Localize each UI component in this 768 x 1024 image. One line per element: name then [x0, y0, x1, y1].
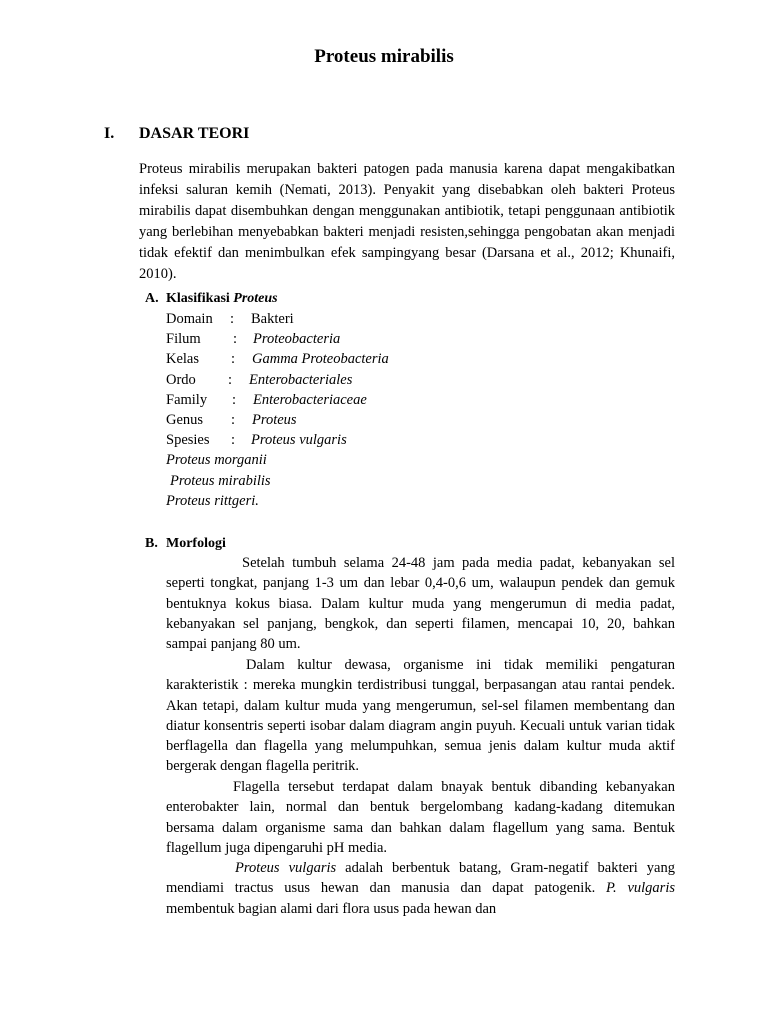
italic-species-name: Proteus vulgaris — [235, 860, 337, 876]
extra-species: Proteus rittgeri. — [166, 492, 259, 509]
classification-row — [166, 411, 297, 432]
paragraph-text: membentuk bagian alami dari flora usus pada hewan dan — [166, 900, 497, 917]
classification-value: Proteus vulgaris — [251, 432, 347, 449]
classification-colon: : — [231, 432, 236, 449]
classification-label: Spesies — [166, 432, 210, 449]
subsection-a-heading — [166, 291, 278, 307]
morfologi-paragraph-3: Flagella tersebut terdapat dalam bnayak bentuk dibanding kebanyakan enterobakter lain, normal dan bentuk bergelombang kadang-kadang ditemukan bersama dalam organisme sama dan bahkan dalam flagellum yang sama. Bentuk flagellum juga dipengaruhi pH media. — [166, 779, 675, 856]
classification-row — [166, 351, 389, 371]
classification-colon: : — [232, 391, 237, 408]
section-heading: DASAR TEORI — [139, 125, 250, 142]
intro-paragraph: Proteus mirabilis merupakan bakteri patogen pada manusia karena dapat mengakibatkan infeksi saluran kemih (Nemati, 2013). Penyakit yang disebabkan oleh bakteri Proteus mirabilis dapat disembuhkan dengan menggunakan antibiotik, tetapi penggunaan antibiotik yang berlebihan menyebabkan bakteri menjadi resisten,sehingga pengobatan akan menjadi tidak efektif dan menimbulkan efek sampingyang besar (Darsana et al., 2012; Khunaifi, 2010). — [139, 161, 675, 282]
classification-value: Gamma Proteobacteria — [252, 351, 389, 368]
classification-colon: : — [233, 331, 238, 348]
classification-row — [166, 371, 353, 392]
paragraph-text: adalah berbentuk batang, Gram-negatif bakteri yang mendiami tractus usus hewan dan manusia dan dapat patogenik. — [166, 860, 675, 897]
classification-list — [166, 311, 389, 513]
classification-value: Proteobacteria — [253, 331, 341, 348]
klasifikasi-heading-plain: Klasifikasi — [166, 291, 234, 306]
extra-species: Proteus morganii — [166, 452, 267, 469]
classification-colon: : — [230, 311, 235, 327]
classification-row — [166, 331, 341, 351]
section-number: I. — [104, 125, 115, 142]
classification-colon: : — [231, 411, 236, 428]
classification-value: Enterobacteriales — [249, 371, 353, 388]
classification-colon: : — [231, 351, 236, 368]
classification-row — [166, 432, 347, 452]
classification-colon: : — [228, 371, 233, 388]
subsection-b-heading: Morfologi — [166, 536, 226, 551]
morfologi-paragraph-4 — [166, 858, 675, 919]
klasifikasi-heading-italic: Proteus — [233, 291, 278, 306]
classification-value: Bakteri — [251, 311, 294, 327]
classification-label: Genus — [166, 411, 204, 428]
morfologi-paragraph-2: Dalam kultur dewasa, organisme ini tidak memiliki pengaturan karakteristik : mereka mungkin terdistribusi tunggal, berpasangan atau rantai pendek. Akan tetapi, dalam kultur muda yang mengerumun, sel-sel filamen membentang dan diatur konsentris seperti isobar dalam diagram angin puyuh. Kecuali untuk varian tidak berflagella dan flagella yang melumpuhkan, semua jenis dalam kultur muda aktif bergerak dengan flagella peritrik. — [166, 657, 675, 775]
classification-label: Family — [166, 391, 208, 408]
classification-value: Proteus — [252, 411, 297, 428]
page-title: Proteus mirabilis — [314, 46, 454, 67]
classification-label: Ordo — [166, 371, 196, 388]
italic-species-abbrev: P. vulgaris — [606, 880, 675, 897]
subsection-b-letter: B. — [145, 536, 158, 551]
classification-label: Domain — [166, 311, 213, 327]
classification-row — [166, 391, 367, 412]
classification-label: Kelas — [166, 351, 200, 368]
morfologi-paragraph-1: Setelah tumbuh selama 24-48 jam pada media padat, kebanyakan sel seperti tongkat, panjang 1-3 um dan lebar 0,4-0,6 um, walaupun pendek dan gemuk bentuknya kokus biasa. Dalam kultur muda yang mengerumun di media padat, kebanyakan sel panjang, bengkok, dan seperti filamen, mencapai 10, 20, bahkan sampai panjang 80 um. — [166, 555, 675, 653]
classification-label: Filum — [166, 331, 201, 348]
classification-value: Enterobacteriaceae — [253, 391, 367, 408]
subsection-a-letter: A. — [145, 291, 159, 306]
extra-species: Proteus mirabilis — [170, 472, 271, 489]
classification-row — [166, 311, 294, 331]
